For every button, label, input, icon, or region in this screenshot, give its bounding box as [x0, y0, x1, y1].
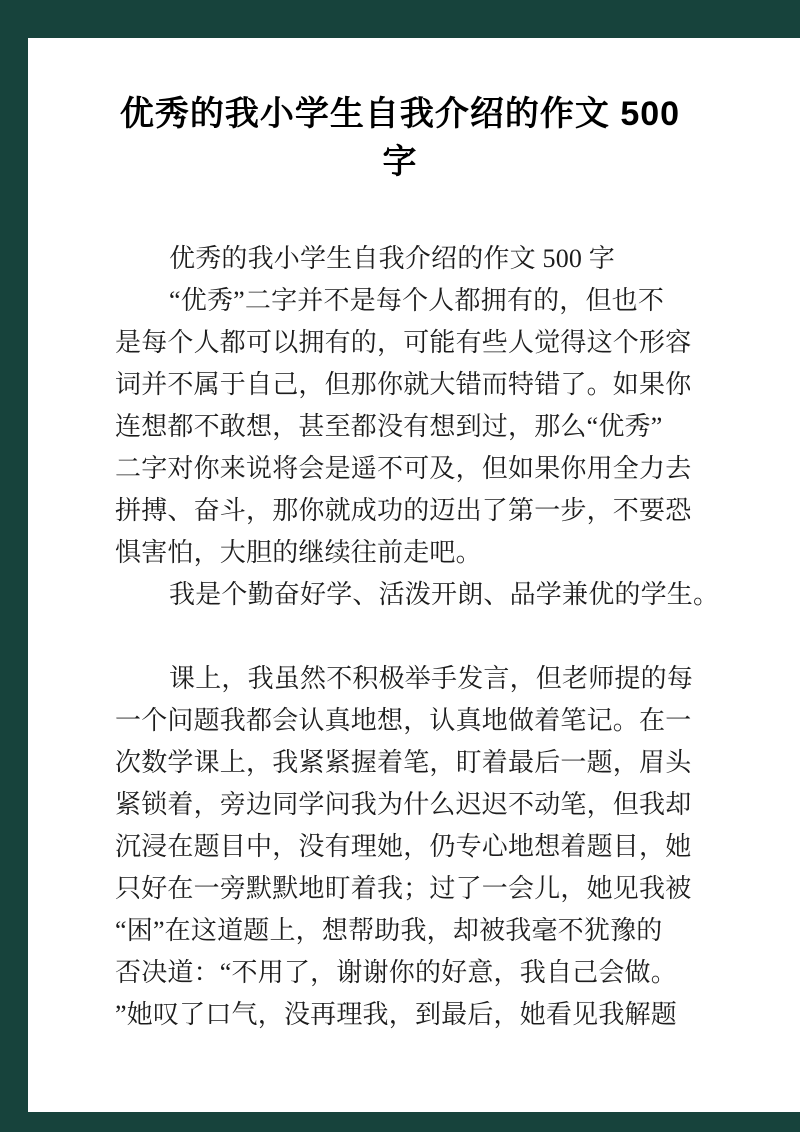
- document-title: [100, 90, 700, 186]
- title-line-2: 字: [382, 143, 418, 181]
- text-line: 只好在一旁默默地盯着我；过了一会儿，她见我被: [115, 874, 692, 903]
- text-line: 惧害怕，大胆的继续往前走吧。: [115, 538, 482, 567]
- paragraph-intro: [115, 280, 700, 574]
- page-frame-top: [0, 0, 800, 38]
- paragraph-class-story: [115, 658, 700, 1036]
- document-body: [115, 238, 720, 1036]
- paragraph-self-summary: [115, 574, 720, 616]
- text-line: “困”在这道题上，想帮助我，却被我毫不犹豫的: [115, 916, 663, 945]
- text-line: 我是个勤奋好学、活泼开朗、品学兼优的学生。: [169, 580, 720, 609]
- text-line: 次数学课上，我紧紧握着笔，盯着最后一题，眉头: [115, 748, 692, 777]
- page-frame-bottom: [0, 1112, 800, 1132]
- text-line: 一个问题我都会认真地想，认真地做着笔记。在一: [115, 706, 692, 735]
- blank-line: [115, 616, 700, 658]
- text-line: 否决道：“不用了，谢谢你的好意，我自己会做。: [115, 958, 677, 987]
- text-line: 沉浸在题目中，没有理她，仍专心地想着题目，她: [115, 832, 692, 861]
- paragraph-heading: [115, 238, 700, 280]
- text-line: 是每个人都可以拥有的，可能有些人觉得这个形容: [115, 328, 692, 357]
- title-line-1: 优秀的我小学生自我介绍的作文 500: [119, 95, 681, 133]
- page-frame-left: [0, 0, 28, 1132]
- text-line: 优秀的我小学生自我介绍的作文 500 字: [169, 244, 616, 273]
- text-line: 拼搏、奋斗，那你就成功的迈出了第一步，不要恐: [115, 496, 692, 525]
- text-line: 词并不属于自己，但那你就大错而特错了。如果你: [115, 370, 692, 399]
- text-line: 连想都不敢想，甚至都没有想到过，那么“优秀”: [115, 412, 663, 441]
- text-line: 课上，我虽然不积极举手发言，但老师提的每: [169, 664, 694, 693]
- text-line: 紧锁着，旁边同学问我为什么迟迟不动笔，但我却: [115, 790, 692, 819]
- text-line: ”她叹了口气，没再理我，到最后，她看见我解题: [115, 1000, 677, 1029]
- text-line: “优秀”二字并不是每个人都拥有的，但也不: [169, 286, 665, 315]
- text-line: 二字对你来说将会是遥不可及，但如果你用全力去: [115, 454, 692, 483]
